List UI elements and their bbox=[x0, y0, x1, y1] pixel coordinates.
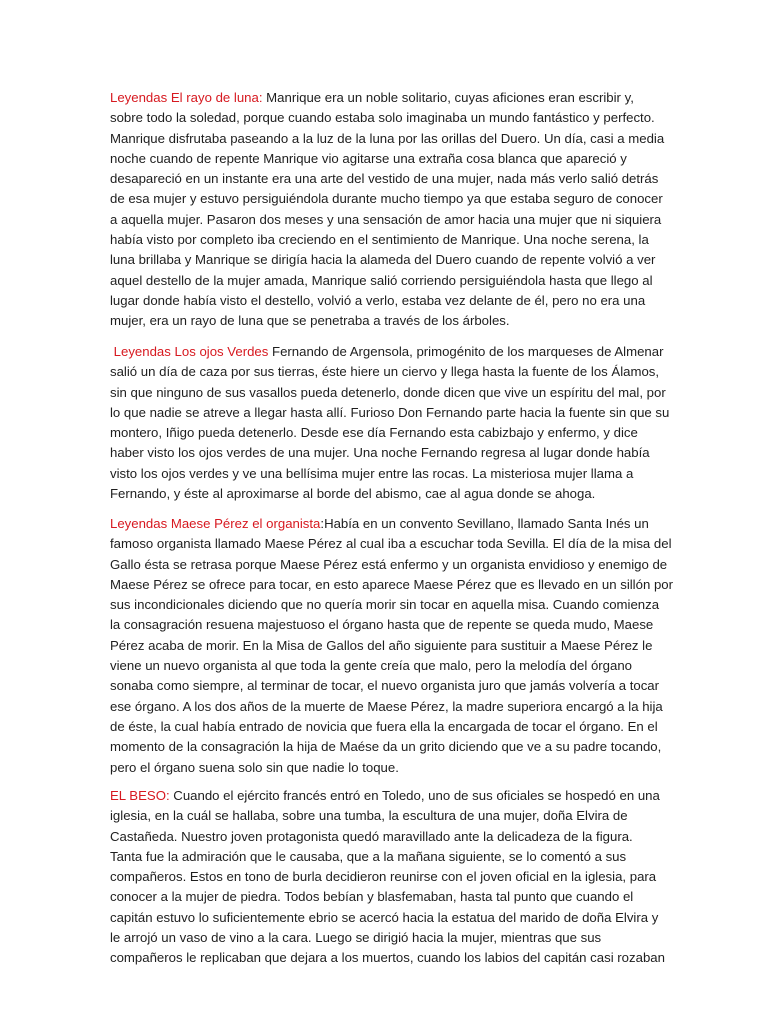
text-line: la consagración resuena majestuoso el órgano hasta que de repente se queda mudo, Maese bbox=[110, 617, 654, 633]
text-line: desapareció en un instante era una arte del vestido de una mujer, nada más verlo salió detrás bbox=[110, 171, 659, 187]
text-line: sin que ninguno de sus vasallos pueda detenerlo, donde dicen que vive un espíritu del mal, por bbox=[110, 384, 666, 400]
text-line: viene un nuevo organista al que toda la gente creía que malo, pero la melodía del órgano bbox=[110, 658, 633, 674]
text-line: Maese Pérez se ofrece para tocar, en esto aparece Maese Pérez que es llevado en un sillón por bbox=[110, 576, 673, 592]
text-line: salió un día de caza por sus tierras, éste hiere un ciervo y llega hasta la fuente de los Álamos, bbox=[110, 364, 660, 380]
legend-paragraph-maese-perez bbox=[110, 514, 673, 778]
text-line: haber visto los ojos verdes de una mujer. Una noche Fernando regresa al lugar donde había bbox=[110, 445, 650, 461]
text-line: luna brillaba y Manrique se dirigía hacia la alameda del Duero cuando de repente volvió a ver bbox=[110, 252, 656, 268]
legend-paragraph-ojos-verdes bbox=[110, 342, 670, 504]
text-line: iglesia, en la cuál se hallaba, sobre una tumba, la escultura de una mujer, doña Elvira de bbox=[110, 808, 628, 824]
text-line: ese órgano. A los dos años de la muerte de Maese Pérez, la madre superiora encargó a la hija bbox=[110, 698, 663, 714]
line-text: :Había en un convento Sevillano, llamado Santa Inés un bbox=[320, 516, 649, 531]
text-line: aquel destello de la mujer amada, Manrique salió corriendo persiguiéndola hasta que llego al bbox=[110, 272, 653, 288]
text-line: visto los ojos verdes y ve una bellísima mujer entre las rocas. La misteriosa mujer llama a bbox=[110, 465, 634, 481]
text-line: sonaba como siempre, al terminar de tocar, el nuevo organista juro que jamás volvería a tocar bbox=[110, 678, 660, 694]
legend-paragraph-el-beso bbox=[110, 786, 665, 969]
text-line: Fernando, y éste al aproximarse al borde del abismo, cae al agua donde se ahoga. bbox=[110, 486, 596, 502]
text-line: compañeros. Estos en tono de burla decidieron reunirse con el joven oficial en la iglesia, para bbox=[110, 869, 657, 885]
text-line: lugar donde había visto el destello, volvió a verlo, estaba vez delante de él, pero no era una bbox=[110, 292, 646, 308]
text-line: había visto por completo iba creciendo en el sentimiento de Manrique. Una noche serena, la bbox=[110, 232, 649, 248]
text-line: a aquella mujer. Pasaron dos meses y una sensación de amor hacia una mujer que ni siquiera bbox=[110, 211, 662, 227]
text-line: sobre todo la soledad, porque cuando estaba solo imaginaba un mundo fantástico y perfecto. bbox=[110, 110, 655, 126]
legend-heading: EL BESO: bbox=[110, 788, 170, 803]
text-line: Tanta fue la admiración que le causaba, que a la mañana siguiente, se lo comentó a sus bbox=[110, 848, 627, 864]
text-line: noche cuando de repente Manrique vio agitarse una extraña cosa blanca que apareció y bbox=[110, 150, 627, 166]
text-line: de éste, la cual había entrado de novicia que fuera ella la encargada de tocar el órgano. En el bbox=[110, 718, 658, 734]
line-text: Cuando el ejército francés entró en Toledo, uno de sus oficiales se hospedó en una bbox=[169, 788, 660, 803]
text-line: Gallo ésta se retrasa porque Maese Pérez está enfermo y un organista envidioso y enemigo de bbox=[110, 556, 668, 572]
line-text: Fernando de Argensola, primogénito de los marqueses de Almenar bbox=[268, 344, 664, 359]
text-line bbox=[110, 514, 660, 534]
text-line: momento de la consagración la hija de Maése da un grito diciendo que ve a su padre tocando, bbox=[110, 739, 662, 755]
text-line bbox=[110, 342, 664, 362]
text-line: le arrojó un vaso de vino a la cara. Luego se dirigió hacia la mujer, mientras que sus bbox=[110, 930, 602, 946]
text-line: Castañeda. Nuestro joven protagonista quedó maravillado ante la delicadeza de la figura. bbox=[110, 828, 633, 844]
legend-heading: Leyendas El rayo de luna: bbox=[110, 90, 263, 105]
legend-heading: Leyendas Los ojos Verdes bbox=[110, 344, 269, 359]
text-line: lo que nadie se atreve a llegar hasta allí. Furioso Don Fernando parte hacia la fuente sin que su bbox=[110, 404, 670, 420]
text-line: Pérez acaba de morir. En la Misa de Gallos del año siguiente para sustituir a Maese Pérez le bbox=[110, 637, 653, 653]
legend-heading: Leyendas Maese Pérez el organista bbox=[110, 516, 321, 531]
text-line: famoso organista llamado Maese Pérez al cual iba a escuchar toda Sevilla. El día de la misa del bbox=[110, 536, 672, 552]
line-text: Manrique era un noble solitario, cuyas aficiones eran escribir y, bbox=[262, 90, 634, 105]
text-line bbox=[110, 88, 660, 108]
text-line bbox=[110, 786, 660, 806]
text-line: montero, Iñigo pueda detenerlo. Desde ese día Fernando esta cabizbajo y enfermo, y dice bbox=[110, 425, 638, 441]
text-line: compañeros le replicaban que dejara a los muertos, cuando los labios del capitán casi rozaban bbox=[110, 950, 665, 966]
text-line: mujer, era un rayo de luna que se penetraba a través de los árboles. bbox=[110, 313, 510, 329]
text-line: pero el órgano suena solo sin que nadie lo toque. bbox=[110, 759, 399, 775]
text-line: de esa mujer y estuvo persiguiéndola durante mucho tiempo ya que estaba seguro de conocer bbox=[110, 191, 663, 207]
text-line: Manrique disfrutaba paseando a la luz de la luna por las orillas del Duero. Un día, casi a media bbox=[110, 130, 665, 146]
text-line: sus incondicionales diciendo que no quería morir sin tocar en aquella misa. Cuando comienza bbox=[110, 597, 660, 613]
text-line: capitán estuvo lo suficientemente ebrio se acercó hacia la estatua del marido de doña Elvira y bbox=[110, 909, 659, 925]
legend-paragraph-rayo-de-luna bbox=[110, 88, 665, 332]
text-line: conocer a la mujer de piedra. Todos bebían y blasfemaban, hasta tal punto que cuando el bbox=[110, 889, 634, 905]
